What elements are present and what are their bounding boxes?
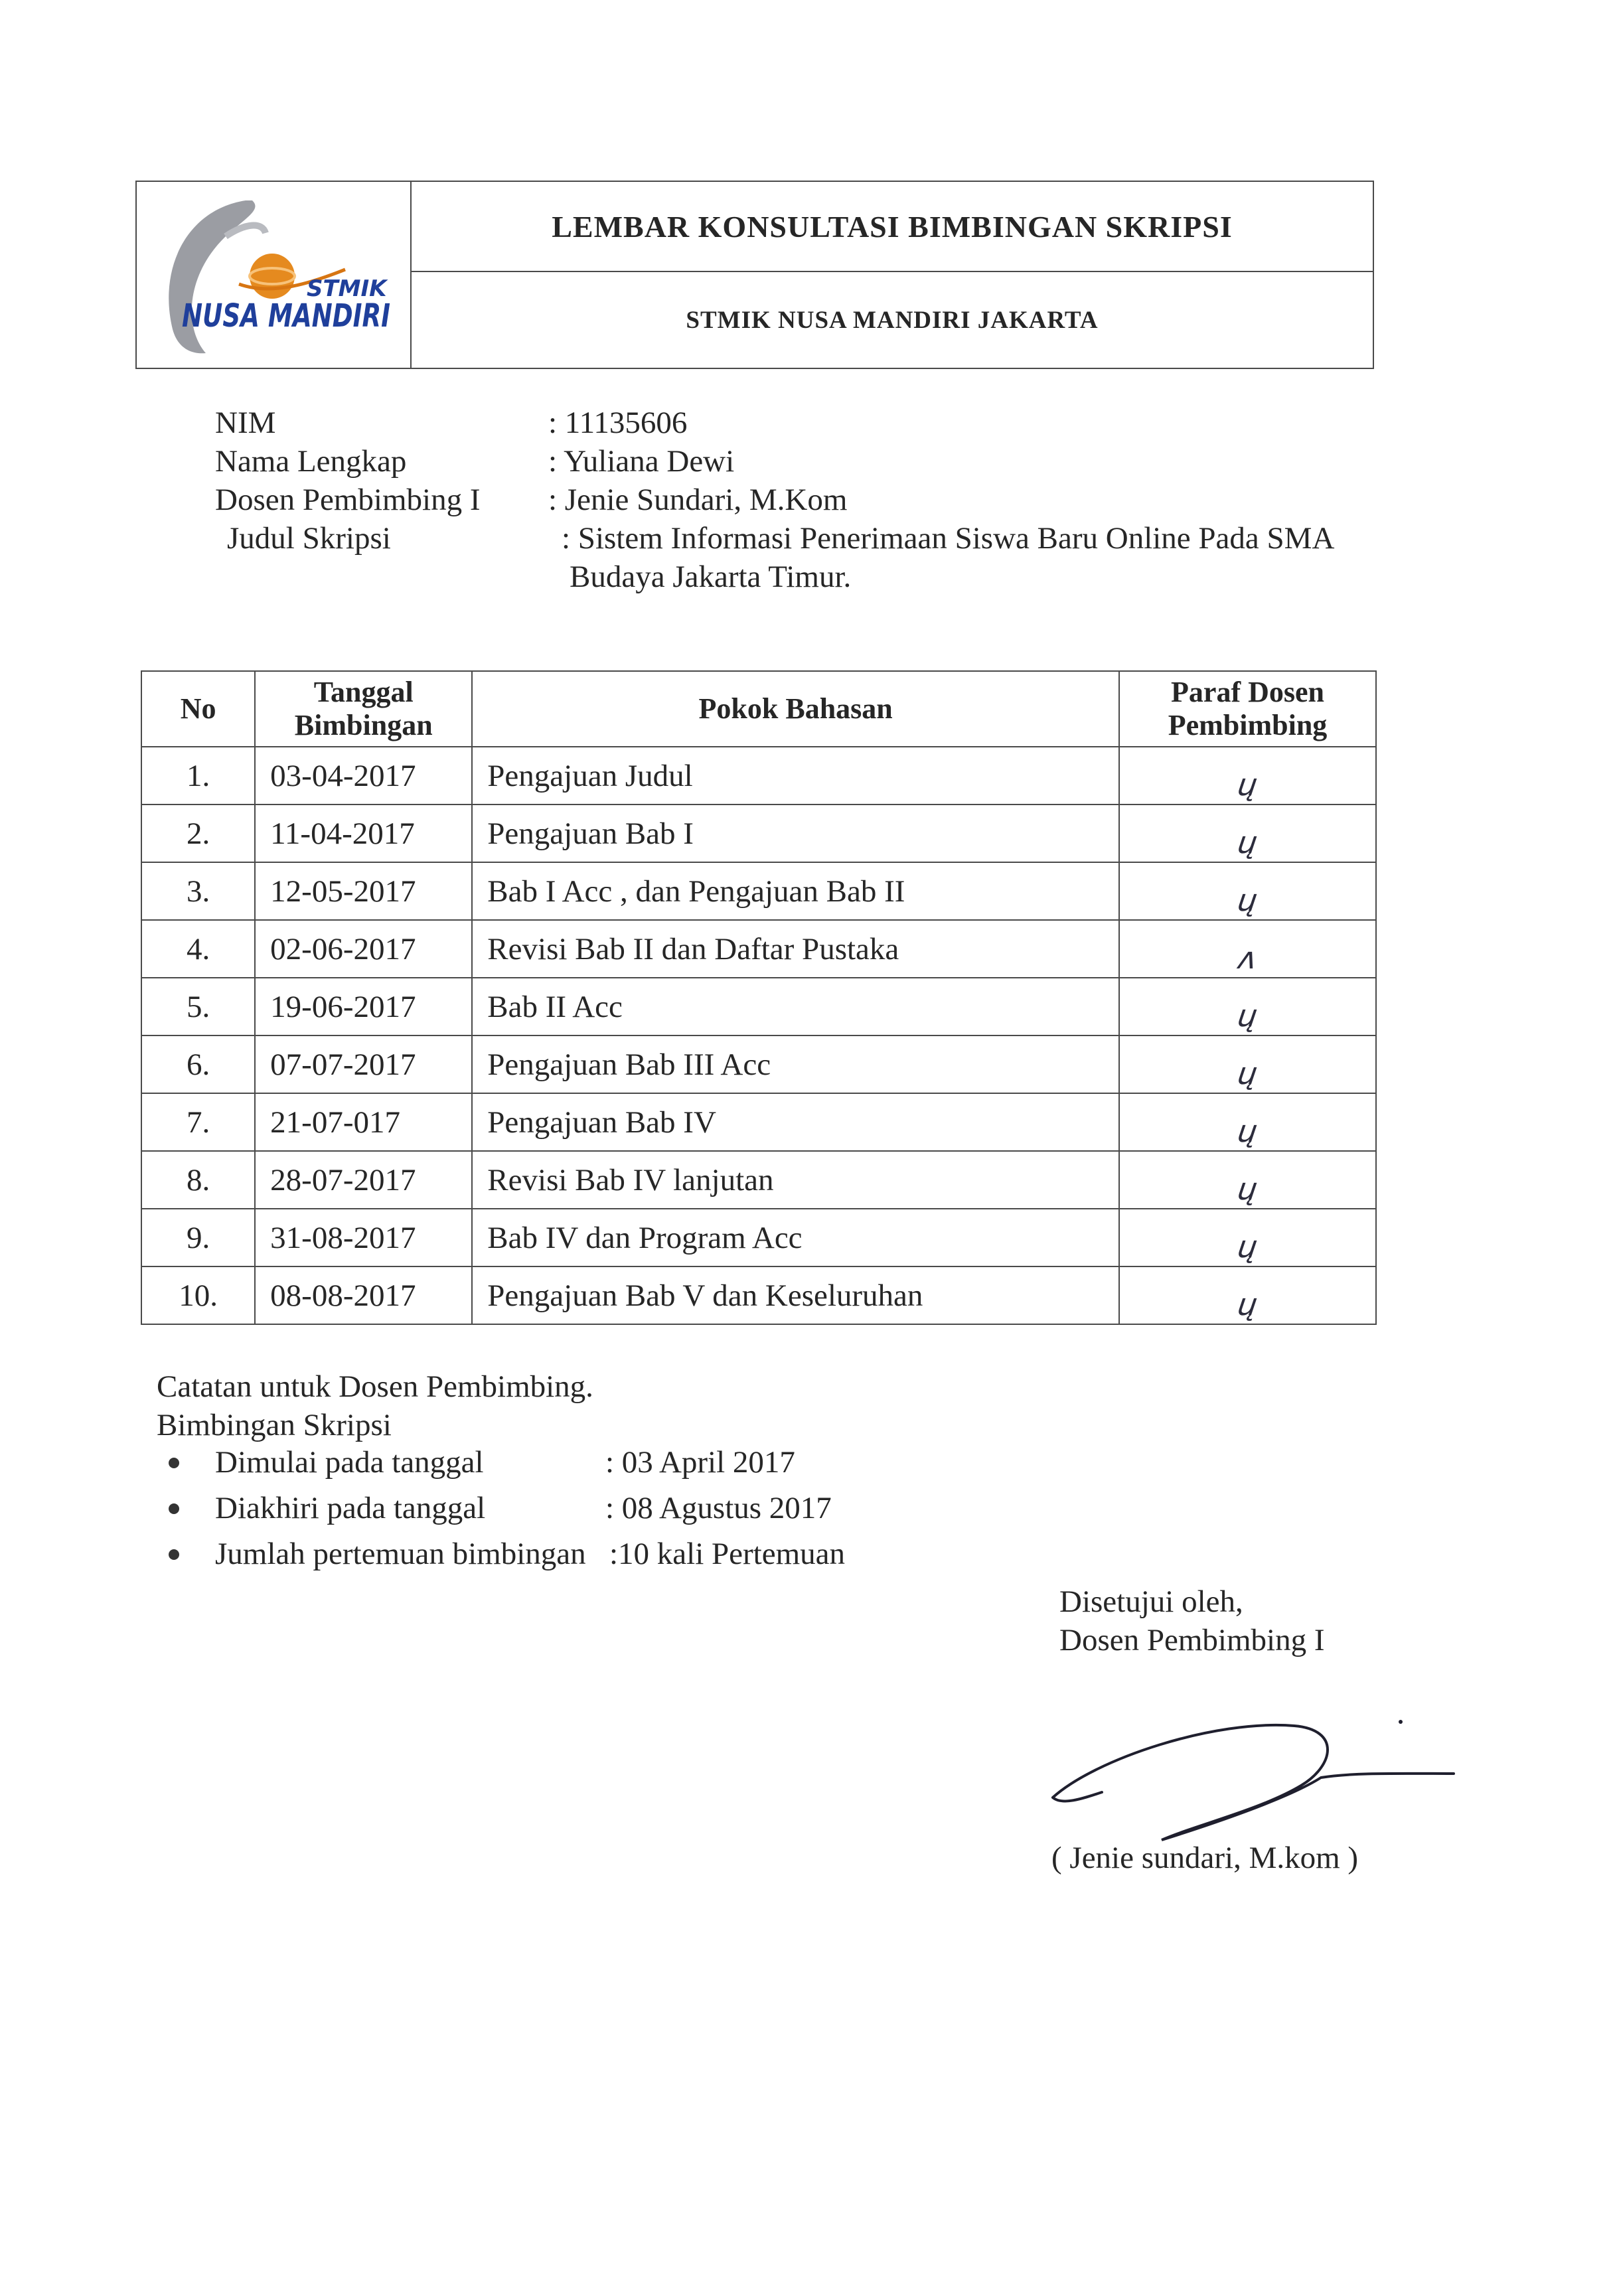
advisor-label: Dosen Pembimbing I xyxy=(215,483,481,517)
row-signature xyxy=(1119,804,1376,862)
table-row xyxy=(141,1266,1376,1324)
row-date: 03-04-2017 xyxy=(255,747,472,804)
row-topic: Bab II Acc xyxy=(472,978,1119,1035)
header-no: No xyxy=(141,671,255,747)
thesis-value: : Sistem Informasi Penerimaan Siswa Baru Online Pada SMA xyxy=(562,521,1335,556)
signer-name: ( Jenie sundari, M.kom ) xyxy=(1051,1841,1359,1875)
logo-cell xyxy=(137,182,412,368)
row-signature xyxy=(1119,862,1376,920)
item-value: :10 kali Pertemuan xyxy=(609,1537,846,1571)
row-signature xyxy=(1119,1035,1376,1093)
initial-signature: ų xyxy=(1235,1171,1260,1207)
handwritten-signature xyxy=(1042,1699,1467,1852)
initial-signature: ų xyxy=(1235,1286,1260,1322)
row-date: 12-05-2017 xyxy=(255,862,472,920)
initial-signature: ų xyxy=(1235,824,1260,860)
row-topic: Bab I Acc , dan Pengajuan Bab II xyxy=(472,862,1119,920)
row-topic: Pengajuan Bab III Acc xyxy=(472,1035,1119,1093)
header-date xyxy=(255,671,472,747)
initial-signature: ʌ xyxy=(1236,940,1259,976)
row-date: 19-06-2017 xyxy=(255,978,472,1035)
table-row xyxy=(141,804,1376,862)
approver-role: Dosen Pembimbing I xyxy=(1059,1623,1325,1657)
table-header-row xyxy=(141,671,1376,747)
header-sign-line1: Paraf Dosen xyxy=(1171,676,1324,708)
name-value: : Yuliana Dewi xyxy=(548,444,735,479)
initial-signature: ų xyxy=(1235,1113,1260,1149)
row-date: 28-07-2017 xyxy=(255,1151,472,1209)
initial-signature: ų xyxy=(1235,1229,1260,1264)
name-label: Nama Lengkap xyxy=(215,444,407,479)
row-date: 11-04-2017 xyxy=(255,804,472,862)
table-row xyxy=(141,1093,1376,1151)
row-topic: Revisi Bab IV lanjutan xyxy=(472,1151,1119,1209)
nim-label: NIM xyxy=(215,406,276,440)
item-label: Jumlah pertemuan bimbingan xyxy=(215,1537,586,1571)
bullet-icon xyxy=(169,1549,179,1560)
row-topic: Revisi Bab II dan Daftar Pustaka xyxy=(472,920,1119,978)
item-label: Dimulai pada tanggal xyxy=(215,1445,484,1480)
row-no: 6. xyxy=(141,1035,255,1093)
table-row xyxy=(141,920,1376,978)
row-topic: Pengajuan Bab V dan Keseluruhan xyxy=(472,1266,1119,1324)
row-signature xyxy=(1119,920,1376,978)
initial-signature: ų xyxy=(1235,767,1260,803)
item-value: : 08 Agustus 2017 xyxy=(605,1491,832,1525)
initial-signature: ų xyxy=(1235,1055,1260,1091)
row-no: 8. xyxy=(141,1151,255,1209)
bullet-icon xyxy=(169,1458,179,1468)
stmik-nusa-mandiri-logo xyxy=(146,196,405,356)
header-topic: Pokok Bahasan xyxy=(472,671,1119,747)
header-date-line2: Bimbingan xyxy=(294,709,433,741)
initial-signature: ų xyxy=(1235,882,1260,918)
table-row xyxy=(141,1151,1376,1209)
row-no: 7. xyxy=(141,1093,255,1151)
row-topic: Pengajuan Judul xyxy=(472,747,1119,804)
table-row xyxy=(141,862,1376,920)
row-signature xyxy=(1119,1209,1376,1266)
title-cell xyxy=(412,182,1373,272)
row-date: 31-08-2017 xyxy=(255,1209,472,1266)
header-signature xyxy=(1119,671,1376,747)
row-date: 21-07-017 xyxy=(255,1093,472,1151)
row-date: 02-06-2017 xyxy=(255,920,472,978)
table-row xyxy=(141,978,1376,1035)
notes-heading: Catatan untuk Dosen Pembimbing. xyxy=(157,1369,593,1404)
row-no: 2. xyxy=(141,804,255,862)
item-label: Diakhiri pada tanggal xyxy=(215,1491,486,1525)
approval-block xyxy=(1059,1582,1324,1659)
document-title: LEMBAR KONSULTASI BIMBINGAN SKRIPSI xyxy=(552,209,1233,244)
consultation-table xyxy=(141,670,1377,1325)
row-topic: Pengajuan Bab I xyxy=(472,804,1119,862)
row-signature xyxy=(1119,747,1376,804)
nim-value: : 11135606 xyxy=(548,406,688,440)
notes-subheading: Bimbingan Skripsi xyxy=(157,1408,392,1442)
advisor-notes xyxy=(157,1367,593,1444)
table-row xyxy=(141,747,1376,804)
row-signature xyxy=(1119,1093,1376,1151)
thesis-label: Judul Skripsi xyxy=(227,521,391,556)
row-topic: Bab IV dan Program Acc xyxy=(472,1209,1119,1266)
row-no: 5. xyxy=(141,978,255,1035)
row-no: 10. xyxy=(141,1266,255,1324)
row-topic: Pengajuan Bab IV xyxy=(472,1093,1119,1151)
row-date: 08-08-2017 xyxy=(255,1266,472,1324)
thesis-value-continued: Budaya Jakarta Timur. xyxy=(570,560,852,594)
row-signature xyxy=(1119,978,1376,1035)
row-no: 3. xyxy=(141,862,255,920)
approval-line: Disetujui oleh, xyxy=(1059,1584,1243,1619)
table-row xyxy=(141,1209,1376,1266)
row-no: 4. xyxy=(141,920,255,978)
item-value: : 03 April 2017 xyxy=(605,1445,795,1480)
document-header xyxy=(135,181,1374,369)
logo-main-text: NUSA MANDIRI xyxy=(182,297,390,335)
initial-signature: ų xyxy=(1235,998,1260,1033)
row-signature xyxy=(1119,1151,1376,1209)
row-no: 9. xyxy=(141,1209,255,1266)
bullet-icon xyxy=(169,1503,179,1514)
document-subtitle: STMIK NUSA MANDIRI JAKARTA xyxy=(686,306,1099,334)
table-row xyxy=(141,1035,1376,1093)
header-sign-line2: Pembimbing xyxy=(1168,709,1328,741)
row-no: 1. xyxy=(141,747,255,804)
advisor-value: : Jenie Sundari, M.Kom xyxy=(548,483,848,517)
logo-stmik-text: STMIK xyxy=(307,275,387,302)
row-date: 07-07-2017 xyxy=(255,1035,472,1093)
header-date-line1: Tanggal xyxy=(313,676,414,708)
subtitle-cell xyxy=(412,272,1373,368)
row-signature xyxy=(1119,1266,1376,1324)
